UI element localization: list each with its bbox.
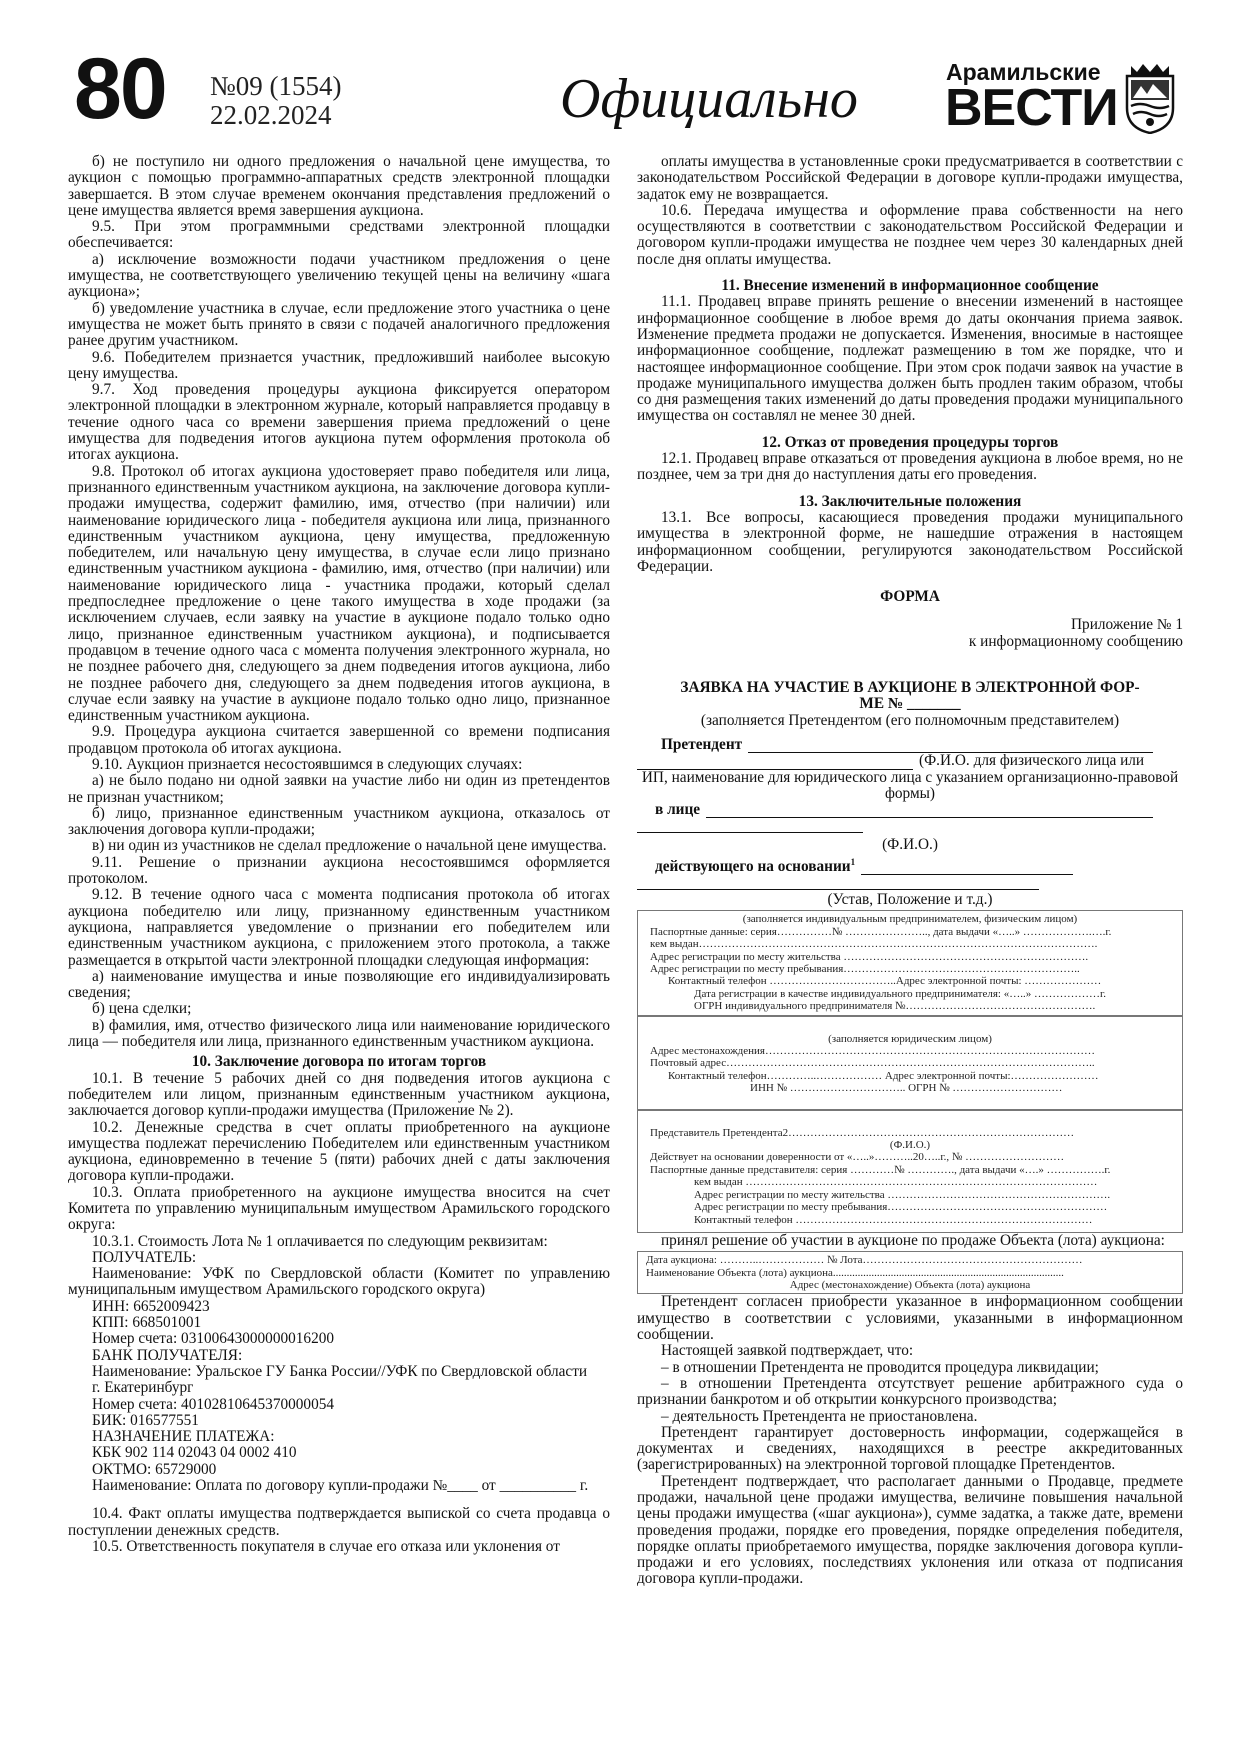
paragraph: – в отношении Претендента не проводится процедура ликвидации; xyxy=(661,1358,1099,1376)
basis-field[interactable] xyxy=(637,854,1183,875)
box-line: Дата аукциона: ………..……………… № Лота…………………………………………………… xyxy=(646,1254,1083,1267)
legal-entity-box xyxy=(637,1016,1183,1110)
box-line: Действует на основании доверенности от «…..»………..20…..г., № ……………………… xyxy=(650,1151,1065,1164)
section-title: Официально xyxy=(560,68,858,130)
box-line: кем выдан …………………………………………………………………………………… xyxy=(694,1176,1098,1189)
box-line: Контактный телефон ……………………………..Адрес электронной почты: ………………… xyxy=(668,975,1102,988)
right-column xyxy=(637,154,1183,1588)
box-line: Наименование Объекта (лота) аукциона.................................................................................... xyxy=(646,1266,1064,1279)
box-line: ИНН № ………………………….. ОГРН № ………………………… xyxy=(750,1082,1063,1095)
box-line: кем выдан………………………………………………………………………………………………. xyxy=(650,938,1098,951)
box-line: Адрес (местонахождение) Объекта (лота) аукциона xyxy=(789,1279,1031,1292)
applicant-label: Претендент xyxy=(661,735,743,753)
page-header xyxy=(0,0,1241,150)
paragraph: 10.6. Передача имущества и оформление права собственности на него осуществляются в соответствии с законодательством Российской Федерации и договором купли-продажи имущества не позднее чем через 30 календарных дней после дня оплаты имущества. xyxy=(637,201,1183,268)
paragraph: 9.10. Аукцион признается несостоявшимся в следующих случаях: xyxy=(92,755,523,773)
paragraph: г. Екатеринбург xyxy=(92,1379,194,1397)
paragraph: 9.12. В течение одного часа с момента подписания протокола об итогах аукциона победителю или лицу, признанному единственным участником аукциона, направляется уведомление о признании его победителем или единственным участником аукциона, с приложением этого протокола, а также размещается в открытой части электронной площадки следующая информация: xyxy=(68,886,610,969)
paragraph: НАЗНАЧЕНИЕ ПЛАТЕЖА: xyxy=(92,1428,275,1446)
paragraph: 9.6. Победителем признается участник, предложивший наиболее высокую цену имущества. xyxy=(68,348,610,382)
paragraph: б) цена сделки; xyxy=(92,1000,192,1018)
paragraph: а) наименование имущества и иные позволяющие его индивидуализировать сведения; xyxy=(68,967,610,1002)
paragraph: БАНК ПОЛУЧАТЕЛЯ: xyxy=(92,1346,243,1364)
paragraph: 9.7. Ход проведения процедуры аукциона фиксируется оператором электронной площадки в электронном журнале, который направляется продавцу в течение одного часа со времени завершения приема предложений о цене имущества для подведения итогов аукциона путем оформления протокола об итогах аукциона. xyxy=(68,381,610,464)
paragraph: 11.1. Продавец вправе принять решение о внесении изменений в настоящее информационное сообщение в любое время до даты окончания приема заявок. Изменение предмета продажи не допускается. Изменения, вносимые в настоящее информационное сообщение, подлежат размещению в том же порядке, что и настоящее информационное сообщение. При этом срок подачи заявок на участие в продаже муниципального имущества должен быть продлен таким образом, чтобы со дня размещения таких изменений до даты проведения продажи муниципального имущества он составлял не менее 30 дней. xyxy=(637,293,1183,425)
section-heading-11: 11. Внесение изменений в информационное сообщение xyxy=(721,277,1099,295)
box-line: ОГРН индивидуального предпринимателя №……………………………………………. xyxy=(694,1000,1096,1013)
applicant-name-line xyxy=(637,753,1183,769)
section-heading-12: 12. Отказ от проведения процедуры торгов xyxy=(761,433,1059,451)
paragraph: б) не поступило ни одного предложения о начальной цене имущества, то аукцион с помощью программно-аппаратных средств электронной площадки завершается. В этом случае временем окончания представления предложений о цене имущества является время завершения аукциона. xyxy=(68,153,610,219)
paragraph: а) не было подано ни одной заявки на участие либо ни один из претендентов не признан участником; xyxy=(68,772,610,806)
paragraph: 10.3.1. Стоимость Лота № 1 оплачивается по следующим реквизитам: xyxy=(92,1232,548,1250)
paragraph: в) фамилия, имя, отчество физического лица или наименование юридического лица — победителя или лица, признанного единственным участником аукциона. xyxy=(68,1016,610,1051)
paragraph: а) исключение возможности подачи участником предложения о цене имущества, не соответствующего увеличению текущей цены на величину «шага аукциона»; xyxy=(68,250,610,301)
paragraph: ОКТМО: 65729000 xyxy=(92,1460,217,1478)
paragraph: 9.5. При этом программными средствами электронной площадки обеспечивается: xyxy=(68,218,610,252)
paragraph: Номер счета: 40102810645370000054 xyxy=(92,1395,335,1413)
box-line: Представитель Претендента2…………………………………………………………………… xyxy=(650,1126,1075,1139)
issue-date: 22.02.2024 xyxy=(210,100,332,130)
paragraph: принял решение об участии в аукционе по продаже Объекта (лота) аукциона: xyxy=(661,1231,1165,1249)
fio-hint-2: (Ф.И.О.) xyxy=(882,836,938,854)
paragraph: Номер счета: 03100643000000016200 xyxy=(92,1330,335,1348)
form-label: ФОРМА xyxy=(880,588,940,606)
paragraph: 9.11. Решение о признании аукциона несостоявшимся оформляется протоколом. xyxy=(68,853,610,888)
coat-of-arms-icon xyxy=(1125,62,1175,134)
box-line: Дата регистрации в качестве индивидуального предпринимателя: «…..» ………………г. xyxy=(694,987,1106,1000)
paragraph: – деятельность Претендента не приостановлена. xyxy=(661,1407,978,1425)
issue-info xyxy=(210,72,342,130)
paragraph: Настоящей заявкой подтверждает, что: xyxy=(661,1342,914,1360)
application-title: ЗАЯВКА НА УЧАСТИЕ В АУКЦИОНЕ В ЭЛЕКТРОННОЙ ФОР- xyxy=(680,679,1140,697)
paragraph: в) ни один из участников не сделал предложение о начальной цене имущества. xyxy=(92,837,607,855)
left-column xyxy=(68,154,610,1555)
paragraph: б) лицо, признанное единственным участником аукциона, отказалось от заключения договора купли-продажи; xyxy=(68,804,610,839)
paragraph: 13.1. Все вопросы, касающиеся проведения продажи муниципального имущества в электронной форме, не нашедшие отражения в настоящем информационном сообщении, регулируются законодательством Российской Федерации. xyxy=(637,508,1183,575)
appendix-label: Приложение № 1 xyxy=(1071,616,1183,634)
box-line: Почтовый адрес……………………………………………………………………………………….. xyxy=(650,1057,1095,1070)
box-line: Паспортные данные представителя: серия …………№ …………., дата выдачи «….» …………….г. xyxy=(650,1163,1111,1176)
paragraph: б) уведомление участника в случае, если предложение этого участника о цене имущества не может быть принято в связи с подачей аналогичного предложения ранее другим участником. xyxy=(68,299,610,350)
paragraph: Наименование: Оплата по договору купли-продажи №____ от __________ г. xyxy=(92,1477,589,1495)
fio-hint: (Ф.И.О. для физического лица или xyxy=(919,752,1145,770)
lot-box xyxy=(637,1251,1183,1294)
paragraph: 9.9. Процедура аукциона считается завершенной со времени подписания продавцом протокола об итогах аукциона. xyxy=(68,723,610,757)
paragraph: оплаты имущества в установленные сроки предусматривается в соответствии с законодательством Российской Федерации в договоре купли-продажи имущества, задаток ему не возвращается. xyxy=(637,153,1183,203)
box-line: (заполняется юридическим лицом) xyxy=(828,1032,992,1045)
section-heading-10: 10. Заключение договора по итогам торгов xyxy=(191,1053,487,1071)
box-line: Адрес регистрации по месту пребывания…………………………………………………… xyxy=(694,1201,1108,1214)
application-title-number: МЕ № _______ xyxy=(859,695,961,713)
paragraph: ПОЛУЧАТЕЛЬ: xyxy=(92,1248,197,1266)
box-line: (Ф.И.О.) xyxy=(889,1139,931,1152)
box-line: Контактный телефон…………..……………… Адрес электронной почты:…………………… xyxy=(668,1069,1099,1082)
issue-number: №09 (1554) xyxy=(210,71,342,101)
paragraph: Наименование: УФК по Свердловской области (Комитет по управлению муниципальным имуществом Арамильского городского округа) xyxy=(68,1265,610,1299)
paragraph: КБК 902 114 02043 04 0002 410 xyxy=(92,1444,297,1462)
paragraph: 10.1. В течение 5 рабочих дней со дня подведения итогов аукциона с победителем или лицом, признанным единственным участником аукциона, заключается договор купли-продажи имущества (Приложение № 2). xyxy=(68,1069,610,1120)
basis-line xyxy=(637,875,1183,890)
paragraph: 10.2. Денежные средства в счет оплаты приобретенного на аукционе имущества подлежат перечислению Победителем или единственным участником аукциона, единовременно в течение 5 (пяти) рабочих дней с даты заключения договора купли-продажи. xyxy=(68,1118,610,1185)
basis-label: действующего на основании$^1$ xyxy=(655,856,856,875)
statute-hint: (Устав, Положение и т.д.) xyxy=(827,891,993,909)
logo-top: Арамильские xyxy=(946,59,1101,85)
in-person-label: в лице xyxy=(655,801,701,819)
box-line: Контактный телефон ……………………………………………………………………… xyxy=(694,1213,1093,1226)
representative-field[interactable] xyxy=(637,802,1183,818)
page-number: 80 xyxy=(74,41,166,137)
box-line: Паспортные данные: серия……………№ ………………….., дата выдачи «…..» ……………….….г. xyxy=(650,925,1112,938)
paragraph: 12.1. Продавец вправе отказаться от проведения аукциона в любое время, но не позднее, чем за три дня до наступления даты его проведения. xyxy=(637,450,1183,484)
paragraph: Претендент подтверждает, что располагает данными о Продавце, предмете продажи, начальной цене продажи имущества, величине повышения начальной цены продажи имущества («шаг аукциона»), сумме задатка, а также дате, времени проведения продажи, порядке его проведения, порядке определения победителя, порядке оплаты приобретаемого имущества, порядке заключения договора купли-продажи и его условиях, последствиях уклонения или отказа от подписания договора купли-продажи. xyxy=(637,1472,1183,1588)
paragraph: 10.5. Ответственность покупателя в случае его отказа или уклонения от xyxy=(92,1537,560,1555)
logo-bottom: ВЕСТИ xyxy=(945,79,1118,137)
paragraph: 10.3. Оплата приобретенного на аукционе имущества вносится на счет Комитета по управлению муниципальным имуществом Арамильского городского округа: xyxy=(68,1183,610,1234)
paragraph: Претендент согласен приобрести указанное в информационном сообщении имущество в соответствии с условиями, указанными в информационном сообщении. xyxy=(637,1293,1183,1344)
box-line: Адрес регистрации по месту пребывания……………………………………………………….. xyxy=(650,963,1080,975)
representative-box xyxy=(637,1110,1183,1233)
box-line: Адрес регистрации по месту жительства …………………………………………………………. xyxy=(650,950,1089,963)
paragraph: КПП: 668501001 xyxy=(92,1314,202,1332)
paragraph: БИК: 016577551 xyxy=(92,1411,199,1429)
individual-box xyxy=(637,910,1183,1015)
representative-line xyxy=(637,818,1183,833)
paragraph: – в отношении Претендента отсутствует решение арбитражного суда о признании банкротом и об открытии конкурсного производства; xyxy=(637,1374,1183,1409)
paragraph: 10.4. Факт оплаты имущества подтверждается выпиской со счета продавца о поступлении денежных средств. xyxy=(68,1505,610,1539)
section-heading-13: 13. Заключительные положения xyxy=(798,492,1022,510)
box-line: Адрес местонахождения……………………………………………………………………………… xyxy=(650,1045,1095,1058)
applicant-field[interactable] xyxy=(637,737,1183,753)
box-line: (заполняется индивидуальным предпринимателем, физическим лицом) xyxy=(742,913,1078,926)
appendix-subtitle: к информационному сообщению xyxy=(968,632,1183,650)
box-line: Адрес регистрации по месту жительства ……………………………………………………. xyxy=(694,1188,1111,1201)
ip-hint: ИП, наименование для юридического лица с указанием организационно-правовой формы) xyxy=(641,768,1179,802)
paragraph: ИНН: 6652009423 xyxy=(92,1297,210,1315)
paragraph: Претендент гарантирует достоверность информации, содержащейся в документах и сведениях, находящихся в реестре аккредитованных (зарегистрированных) на электронной торговой площадке Претендентов. xyxy=(637,1423,1183,1474)
application-subtitle: (заполняется Претендентом (его полномочным представителем) xyxy=(700,711,1120,729)
paragraph: Наименование: Уральское ГУ Банка России//УФК по Свердловской области xyxy=(92,1362,588,1380)
paragraph: 9.8. Протокол об итогах аукциона удостоверяет право победителя или лица, признанного единственным участником аукциона, на заключение договора купли-продажи имущества, содержит фамилию, имя, отчество (при наличии) или наименование юридического лица - победителя аукциона или лица, признанного единственным участником аукциона, цену имущества, предложенную победителем, или начальную цену имущества, в случае если лицо признано единственным участником аукциона - фамилию, имя, отчество (при наличии) или наименование юридического лица - участника продажи, который сделал предпоследнее предложение о цене такого имущества в ходе продажи (за исключением случаев, если заявку на участие в аукционе подало только одно лицо, признанное единственным участником аукциона), и подписывается продавцом в течение одного часа с момента получения электронного журнала, но не позднее рабочего дня, следующего за днем подведения итогов аукциона, либо не позднее рабочего дня, следующего за днем подведения итогов аукциона, в случае если заявку на участие в аукционе подало только одно лицо, признанное единственным участником аукциона. xyxy=(68,462,610,725)
